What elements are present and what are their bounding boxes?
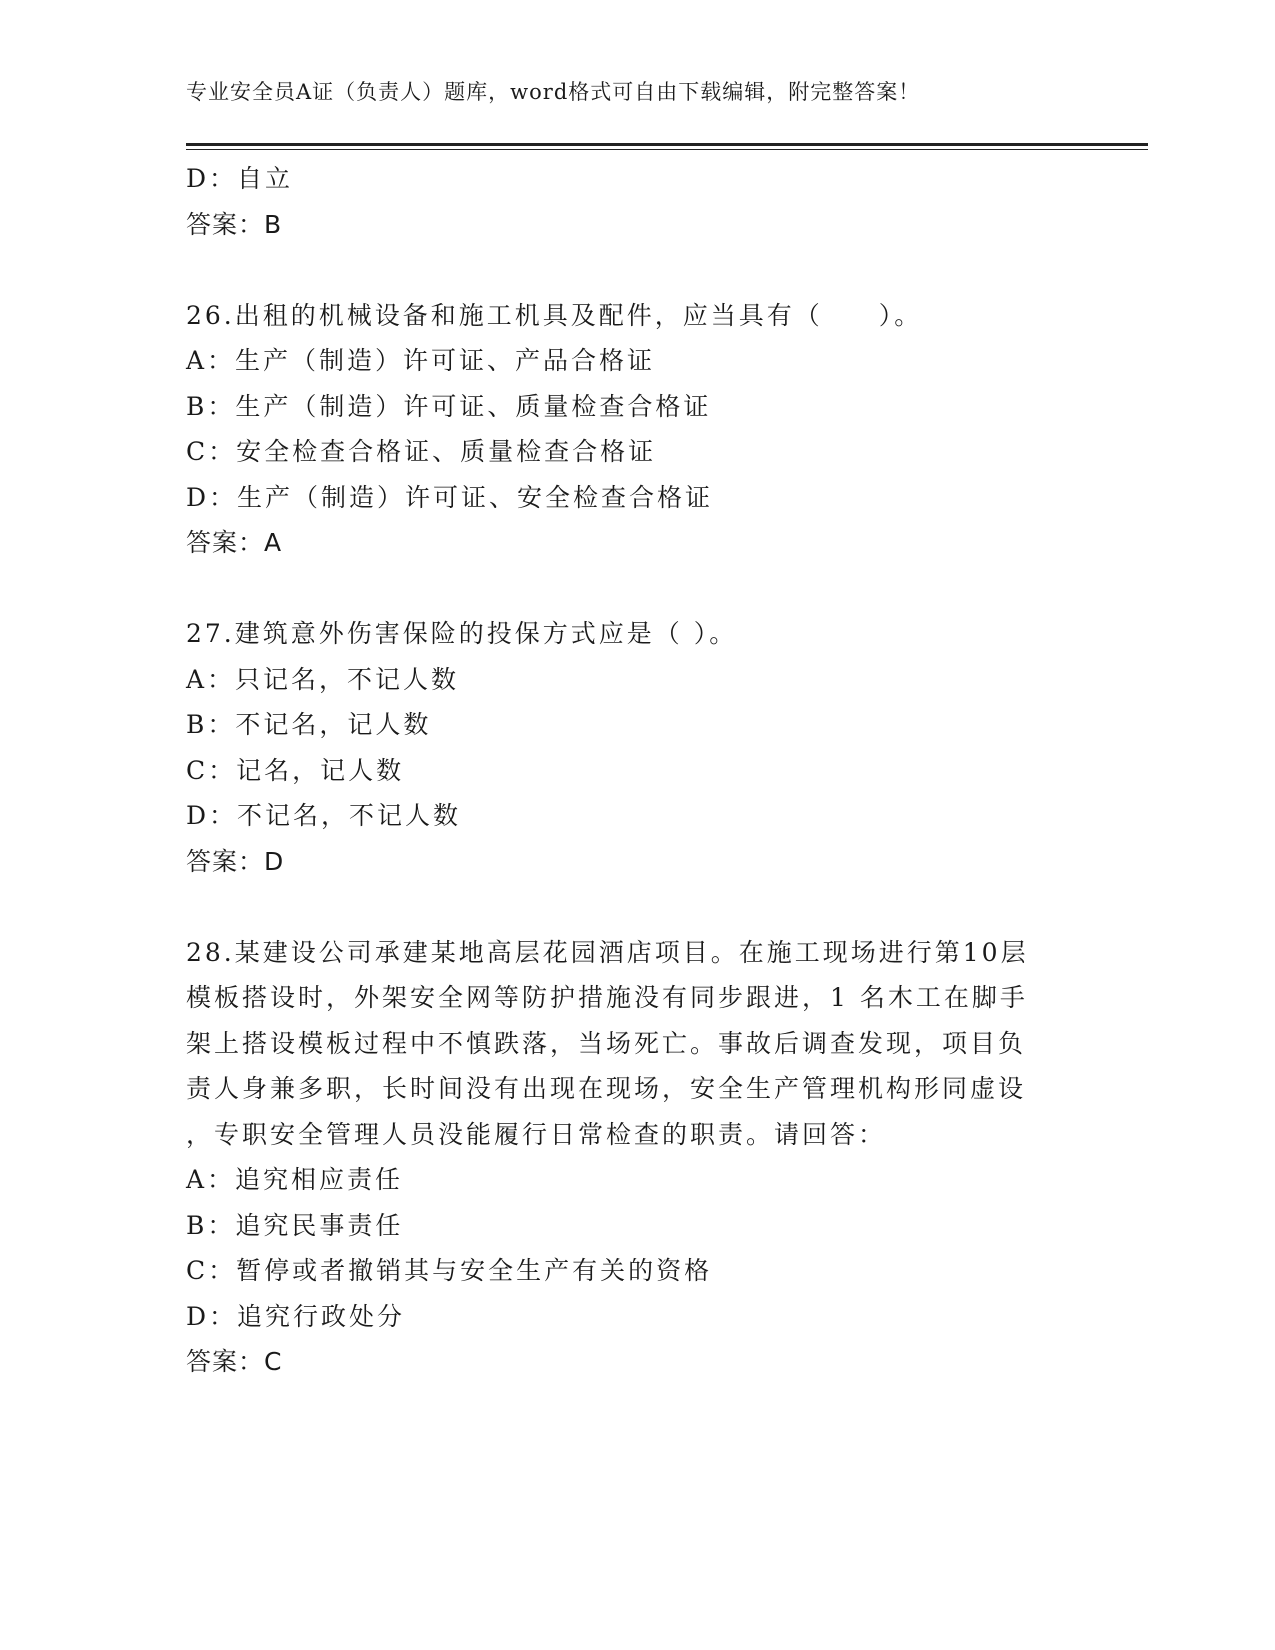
- question-stem-line: 责人身兼多职，长时间没有出现在现场，安全生产管理机构形同虚设: [186, 1074, 1027, 1103]
- question-stem-line: 28.某建设公司承建某地高层花园酒店项目。在施工现场进行第10层: [186, 937, 1029, 967]
- option-d: D：追究行政处分: [186, 1301, 406, 1331]
- spacer: [186, 884, 1066, 930]
- question-stem: 27.建筑意外伤害保险的投保方式应是（ ）。: [186, 619, 738, 648]
- header-divider: [186, 143, 1148, 150]
- option-a: A：追究相应责任: [186, 1165, 404, 1194]
- option-d: D：不记名，不记人数: [186, 801, 462, 830]
- option-a: A：只记名，不记人数: [186, 664, 460, 694]
- question-stem-line: 模板搭设时，外架安全网等防护措施没有同步跟进，1 名木工在脚手: [186, 983, 1028, 1012]
- question-stem-line: 架上搭设模板过程中不慎跌落，当场死亡。事故后调查发现，项目负: [186, 1028, 1027, 1058]
- option-b: B：生产（制造）许可证、质量检查合格证: [186, 391, 712, 421]
- option-c: C：安全检查合格证、质量检查合格证: [186, 437, 657, 466]
- question-list: [186, 156, 1066, 1385]
- question-27: [186, 611, 1066, 884]
- question-26: [186, 293, 1066, 566]
- option-d: D：自立: [186, 164, 294, 193]
- option-a: A：生产（制造）许可证、产品合格证: [186, 346, 656, 375]
- question-stem-line: ，专职安全管理人员没能履行日常检查的职责。请回答：: [186, 1119, 887, 1149]
- option-c: C：暂停或者撤销其与安全生产有关的资格: [186, 1256, 713, 1285]
- question-28: [186, 930, 1066, 1385]
- page-header: 专业安全员A证（负责人）题库，word格式可自由下载编辑，附完整答案！: [186, 80, 921, 104]
- question-stem: 26.出租的机械设备和施工机具及配件，应当具有（ ）。: [186, 300, 923, 330]
- answer: 答案：A: [186, 528, 283, 557]
- spacer: [186, 566, 1066, 612]
- option-b: B：不记名，记人数: [186, 710, 432, 739]
- answer: 答案：B: [186, 209, 283, 239]
- answer: 答案：C: [186, 1347, 283, 1376]
- option-b: B：追究民事责任: [186, 1210, 404, 1240]
- option-c: C：记名，记人数: [186, 755, 405, 785]
- option-d: D：生产（制造）许可证、安全检查合格证: [186, 482, 714, 512]
- spacer: [186, 247, 1066, 293]
- answer: 答案：D: [186, 846, 285, 876]
